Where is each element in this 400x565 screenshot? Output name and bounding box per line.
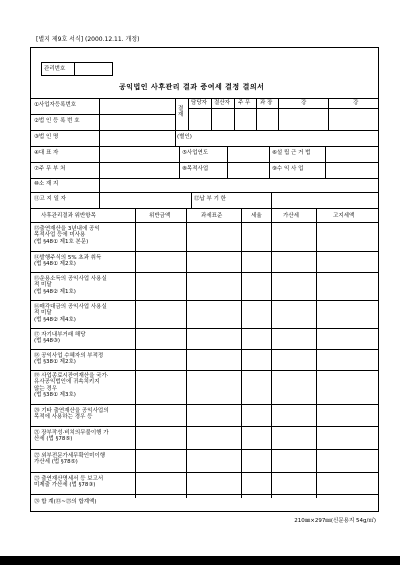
seal-label: (별인): [177, 134, 192, 140]
page-title: 공익법인 사후관리 결과 증여세 결정 결의서: [119, 83, 265, 91]
approval-col-3: 과 장: [260, 100, 273, 106]
purpose-biz-label: ⑧목적사업: [182, 166, 209, 172]
table-row-13: ⑬출연재산을 3년내에 공익 목적사업 등에 미사용 (법 §48① 제1호 본문): [34, 226, 100, 245]
table-row-14: ⑭발행주식의 5% 초과 취득 (법 §48① 제2호): [34, 255, 102, 268]
col-header-rate: 세율: [251, 213, 262, 219]
col-header-amount: 위반금액: [149, 213, 171, 219]
table-row-18: ⑱ 공익사업 수혜자의 부적정 (법 §38① 제2호): [34, 353, 104, 366]
establish-law-label: ⑥설 립 근 거 법: [272, 150, 311, 156]
col-header-base: 과세표준: [201, 213, 223, 219]
notice-date-label: ⑪고 지 일 자: [34, 196, 66, 202]
corp-reg-no-label: ②법 인 등 록 번 호: [34, 118, 80, 124]
table-row-23: ㉓ 출연재산명세서 등 보고서 미제출 가산세 (법 §78③): [34, 476, 104, 489]
fiscal-year-label: ⑤사업연도: [182, 150, 209, 156]
office-label: ⑦주 무 부 처: [34, 166, 66, 172]
control-number-box: [41, 62, 113, 76]
table-row-16: ⑯매각대금의 공익사업 사용실 적 미달 (법 §48② 제4호): [34, 304, 107, 323]
corp-name-label: ③법 인 명: [34, 134, 59, 140]
representative-label: ④대 표 자: [34, 150, 59, 156]
approval-col-4: 강: [301, 100, 307, 106]
form-number-header: [별지 제9호 서식] (2000.12.11. 개정): [36, 36, 140, 43]
table-row-21: ㉑ 장부작성·비치의무불이행 가 산세 (법 §78⑤): [34, 430, 109, 443]
table-row-22: ㉒ 외부전문가세무확인미이행 가산세 (법 §78⑤): [34, 453, 106, 466]
table-row-17: ⑰ 자기내부거래 해당 (법 §48③): [34, 332, 86, 345]
form-frame: [30, 47, 379, 512]
table-row-20: ⑳ 기타 출연재산을 공익사업의 목적에 사용하는 경우 등: [34, 408, 109, 421]
approval-label: 결재: [178, 106, 184, 119]
control-number-label: 관리번호: [44, 66, 66, 72]
address-label: ⑩소 재 지: [34, 181, 59, 187]
approval-col-2: 주 무: [238, 100, 251, 106]
approval-col-0: 담당자: [191, 100, 207, 106]
bottom-border-bar: [0, 556, 400, 565]
col-header-item: 사후관리결과 위반항목: [41, 213, 96, 219]
income-biz-label: ⑨수 익 사 업: [272, 166, 304, 172]
table-row-15: ⑮운용소득의 공익사업 사용실 적 미달 (법 §48② 제1호): [34, 276, 107, 295]
due-date-label: ⑫납 부 기 한: [194, 196, 226, 202]
approval-col-5: 강: [353, 100, 359, 106]
col-header-tax: 고지세액: [333, 213, 355, 219]
table-row-24-total: ㉔ 합 계(⑬~㉓의 합계액): [34, 499, 97, 505]
approval-col-1: 결산자: [214, 100, 230, 106]
paper-spec-footer: 210㎜×297㎜(신문용지 54g/㎡): [294, 518, 376, 524]
table-row-19: ⑲ 사업종료시잔여재산을 국가· 유사공익법인에 귀속치키지 않는 경우 (법 §38① 제3호): [34, 373, 109, 398]
col-header-penalty: 가산세: [283, 213, 299, 219]
biz-reg-no-label: ①사업자등록번호: [34, 102, 77, 108]
